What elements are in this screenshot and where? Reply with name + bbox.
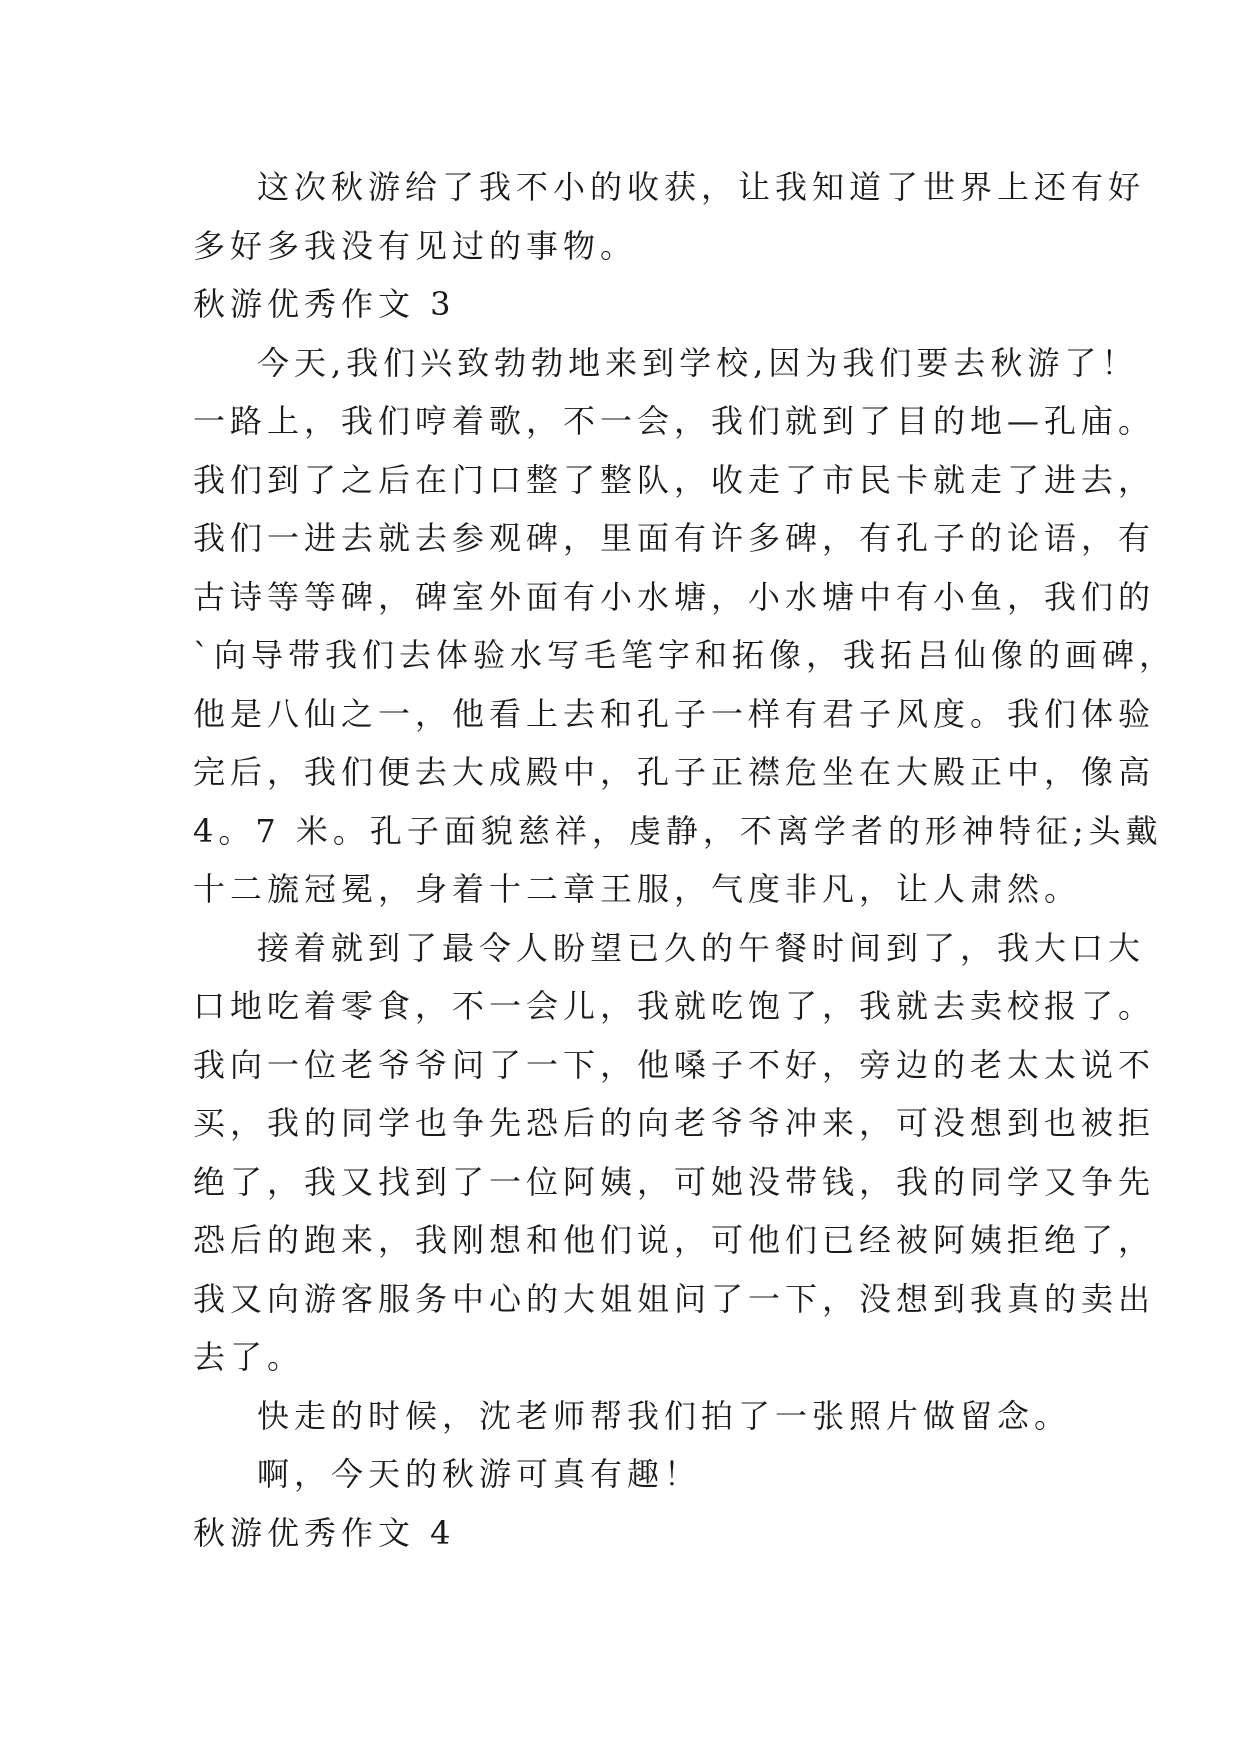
paragraph-line: 恐后的跑来，我刚想和他们说，可他们已经被阿姨拒绝了， (193, 1221, 1156, 1259)
paragraph-line: 我们一进去就去参观碑，里面有许多碑，有孔子的论语，有 (193, 519, 1156, 557)
paragraph-line: 去了。 (193, 1338, 305, 1376)
section-heading: 秋游优秀作文 4 (193, 1513, 456, 1552)
paragraph-line: 绝了，我又找到了一位阿姨，可她没带钱，我的同学又争先 (193, 1162, 1156, 1201)
paragraph-line: 买，我的同学也争先恐后的向老爷爷冲来，可没想到也被拒 (193, 1104, 1156, 1142)
paragraph-line: 啊，今天的秋游可真有趣！ (257, 1455, 702, 1493)
paragraph-line: 十二旒冠冕，身着十二章王服，气度非凡，让人肃然。 (193, 870, 1082, 908)
section-heading: 秋游优秀作文 3 (193, 285, 456, 323)
paragraph-line: 我们到了之后在门口整了整队，收走了市民卡就走了进去， (193, 460, 1156, 499)
paragraph-line: 古诗等等碑，碑室外面有小水塘，小水塘中有小鱼，我们的 (193, 577, 1156, 616)
paragraph-line: 这次秋游给了我不小的收获，让我知道了世界上还有好 (257, 168, 1146, 206)
paragraph-line: 完后，我们便去大成殿中，孔子正襟危坐在大殿正中，像高 (193, 753, 1156, 791)
paragraph-line: 一路上，我们哼着歌，不一会，我们就到了目的地—孔庙。 (193, 402, 1156, 440)
document-body (193, 158, 1177, 1562)
paragraph-line: 今天,我们兴致勃勃地来到学校,因为我们要去秋游了！ (257, 343, 1139, 382)
paragraph-line: 我向一位老爷爷问了一下，他嗓子不好，旁边的老太太说不 (193, 1045, 1156, 1084)
paragraph-line: 接着就到了最令人盼望已久的午餐时间到了，我大口大 (257, 928, 1146, 967)
paragraph-line: `向导带我们去体验水写毛笔字和拓像，我拓吕仙像的画碑， (193, 636, 1177, 674)
paragraph-line: 快走的时候，沈老师帮我们拍了一张照片做留念。 (257, 1396, 1072, 1435)
paragraph-line: 他是八仙之一，他看上去和孔子一样有君子风度。我们体验 (193, 694, 1156, 733)
paragraph-line: 多好多我没有见过的事物。 (193, 226, 638, 265)
paragraph-line: 口地吃着零食，不一会儿，我就吃饱了，我就去卖校报了。 (193, 987, 1156, 1025)
paragraph-line: 4。7 米。孔子面貌慈祥，虔静，不离学者的形神特征;头戴 (193, 811, 1163, 850)
paragraph-line: 我又向游客服务中心的大姐姐问了一下，没想到我真的卖出 (193, 1279, 1156, 1318)
